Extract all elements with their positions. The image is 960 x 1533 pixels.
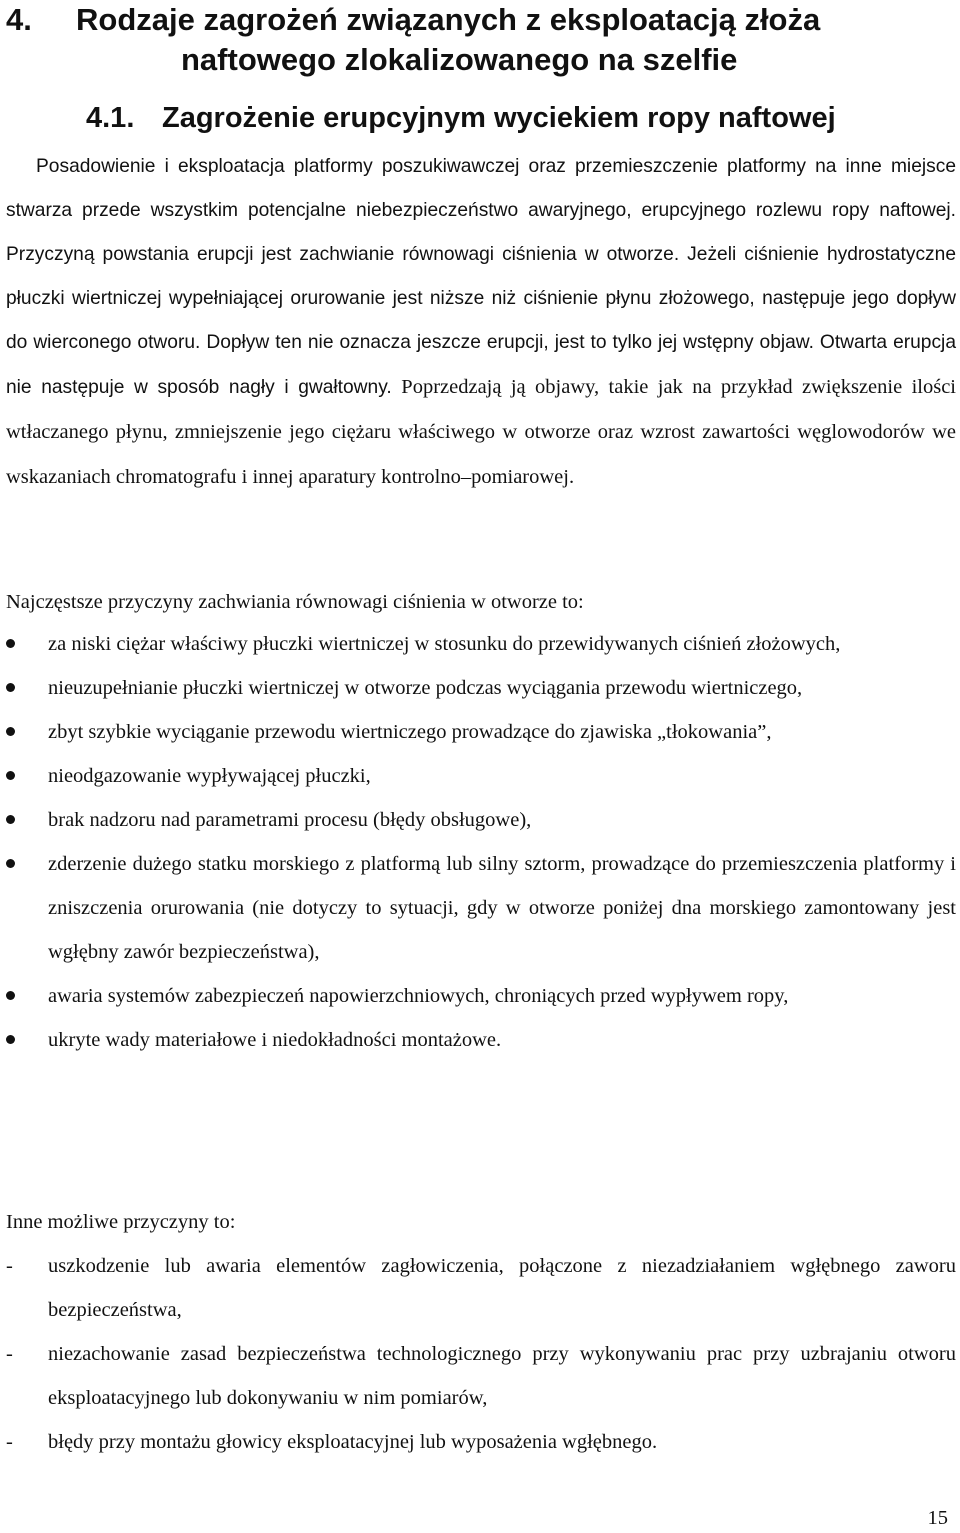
section-title: Zagrożenie erupcyjnym wyciekiem ropy naftowej [162,102,836,134]
bullet-icon [6,815,15,824]
list-item [6,710,956,754]
dash-marker: - [6,1255,13,1277]
list-item [6,622,956,666]
list-item-text: niezachowanie zasad bezpieczeństwa technologicznego przy wykonywaniu prac przy uzbrajaniu otworu eksploatacyjnego lub dokonywaniu w nim pomiarów, [48,1343,956,1409]
list-item [6,1018,956,1062]
list-item-text: za niski ciężar właściwy płuczki wiertniczej w stosunku do przewidywanych ciśnień złożowych, [48,633,841,655]
bullet-icon [6,639,15,648]
list-item [6,1332,956,1420]
bullet-icon [6,683,15,692]
chapter-title-line2: naftowego zlokalizowanego na szelfie [181,42,738,77]
list-item-text: nieuzupełnianie płuczki wiertniczej w otworze podczas wyciągania przewodu wiertniczego, [48,677,803,699]
section-number: 4.1. [86,102,135,134]
bullet-icon [6,771,15,780]
list-item [6,1420,956,1464]
chapter-heading [6,0,956,80]
list-item [6,1244,956,1332]
list-item [6,974,956,1018]
bullet-icon [6,991,15,1000]
bullet-icon [6,859,15,868]
list-item-text: zbyt szybkie wyciąganie przewodu wiertniczego prowadzące do zjawiska „tłokowania”, [48,721,772,743]
list-item [6,754,956,798]
bullet-icon [6,727,15,736]
list-item-text: zderzenie dużego statku morskiego z platformą lub silny sztorm, prowadzące do przemieszczenia platformy i zniszczenia orurowania (nie dotyczy to sytuacji, gdy w otworze poniżej dna morskiego zamontowany jest wgłębny zawór bezpieczeństwa), [48,853,956,963]
paragraph-sans-text: Posadowienie i eksploatacja platformy poszukiwawczej oraz przemieszczenie platformy na inne miejsce stwarza przede wszystkim potencjalne niebezpieczeństwo awaryjnego, erupcyjnego rozlewu ropy naftowej. Przyczyną powstania erupcji jest zachwianie równowagi ciśnienia w otworze. Jeżeli ciśnienie hydrostatyczne płuczki wiertniczej wypełniającej orurowanie jest niższe niż ciśnienie płynu złożowego, następuje jego dopływ do wierconego otworu. Dopływ ten nie oznacza jeszcze erupcji, jest to tylko jej wstępny objaw. Otwarta erupcja nie następuje w sposób nagły i gwałtowny. [6,156,956,398]
list-item-text: brak nadzoru nad parametrami procesu (błędy obsługowe), [48,809,532,831]
paragraph-serif-text: Poprzedzają ją objawy, takie jak na przykład zwiększenie ilości wtłaczanego płynu, zmniejszenie jego ciężaru właściwego w otworze oraz wzrost zawartości węglowodorów we wskazaniach chromatografu i innej aparatury kontrolno–pomiarowej. [6,376,956,488]
list-item-text: nieodgazowanie wypływającej płuczki, [48,765,371,787]
other-causes-intro: Inne możliwe przyczyny to: [6,1211,236,1233]
list-item [6,798,956,842]
dash-marker: - [6,1343,13,1365]
causes-list [6,622,956,1062]
chapter-number: 4. [6,2,32,37]
list-item-text: awaria systemów zabezpieczeń napowierzchniowych, chroniących przed wypływem ropy, [48,985,789,1007]
page-number: 15 [927,1507,948,1529]
bullet-icon [6,1035,15,1044]
list-item-text: ukryte wady materiałowe i niedokładności montażowe. [48,1029,502,1051]
causes-intro: Najczęstsze przyczyny zachwiania równowagi ciśnienia w otworze to: [6,591,584,613]
list-item-text: błędy przy montażu głowicy eksploatacyjnej lub wyposażenia wgłębnego. [48,1431,658,1453]
dash-marker: - [6,1431,13,1453]
list-item-text: uszkodzenie lub awaria elementów zagłowiczenia, połączone z niezadziałaniem wgłębnego zaworu bezpieczeństwa, [48,1255,956,1321]
chapter-title-line1: Rodzaje zagrożeń związanych z eksploatacją złoża [76,2,821,37]
body-paragraph [6,145,956,500]
list-item [6,842,956,974]
section-heading [86,98,836,138]
other-causes-list [6,1244,956,1464]
list-item [6,666,956,710]
